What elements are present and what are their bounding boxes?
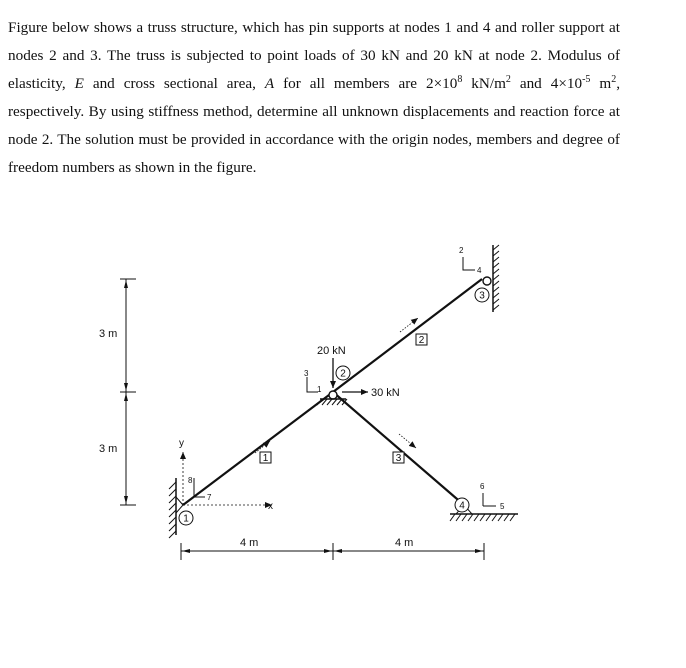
member-2 (333, 279, 482, 392)
svg-text:1: 1 (262, 453, 269, 464)
dof-7-label: 7 (207, 493, 212, 502)
dof-1-label: 1 (317, 385, 322, 394)
node-4-dof (480, 482, 505, 511)
node-4-marker (455, 498, 469, 512)
x-axis-label: x (268, 501, 273, 512)
member-3-direction-arrow (399, 434, 416, 448)
node-1-pin-support (169, 478, 183, 538)
svg-text:2: 2 (418, 335, 425, 346)
member-1-label (260, 452, 271, 464)
exponent-area: -5 (582, 73, 591, 85)
member-1 (183, 392, 333, 505)
dof-4-label: 4 (477, 266, 482, 275)
dof-8-label: 8 (188, 476, 193, 485)
svg-text:1: 1 (183, 513, 189, 525)
svg-text:4: 4 (459, 500, 465, 512)
dof-6-label: 6 (480, 482, 485, 491)
member-2-label (416, 334, 427, 346)
svg-text:3: 3 (395, 453, 402, 464)
node-3-marker (475, 288, 489, 302)
horizontal-dimension (181, 543, 484, 560)
dof-2-label: 2 (459, 246, 464, 255)
statement-part-4: kN/m (462, 75, 506, 92)
width-left-label: 4 m (240, 537, 259, 549)
statement-part-7: , respectively. By using stiffness method, determine all unknown displacements and reaction force at node 2. The solution must be provided in accordance with the origin nodes, members and degree of freedom numbers as shown in the figure. (8, 75, 620, 176)
statement-part-5: and 4×10 (510, 75, 583, 92)
member-3 (333, 392, 464, 505)
node-3-dof (459, 246, 482, 275)
load-20kn-label: 20 kN (317, 345, 346, 357)
y-axis-label: y (179, 438, 184, 449)
node-2-marker (336, 366, 350, 380)
height-bottom-label: 3 m (99, 443, 118, 455)
area-symbol: A (264, 75, 275, 92)
statement-part-6: m (590, 75, 612, 92)
load-30kn-label: 30 kN (371, 387, 400, 399)
statement-part-2: and cross sectional area, (83, 75, 265, 92)
dof-3-label: 3 (304, 369, 309, 378)
node-2-dof (304, 369, 322, 394)
statement-part-3: for all members are 2×10 (274, 75, 458, 92)
exponent-unit-1: 2 (505, 73, 511, 85)
node-2-roller-support (317, 391, 347, 405)
member-3-label (393, 452, 404, 464)
member-1-direction-arrow (255, 441, 270, 453)
node-1-marker (179, 511, 193, 525)
exponent-modulus: 8 (457, 73, 463, 85)
height-top-label: 3 m (99, 328, 118, 340)
exponent-unit-2: 2 (611, 73, 617, 85)
width-right-label: 4 m (395, 537, 414, 549)
node-3-roller-support (483, 245, 499, 312)
dof-5-label: 5 (500, 502, 505, 511)
vertical-dimension (120, 279, 136, 505)
statement-part-1: Figure below shows a truss structure, which has pin supports at nodes 1 and 4 and roller support at nodes 2 and 3. The truss is subjected to point loads of 30 kN and 20 kN at node 2. Modulus of elasticity, (8, 19, 620, 92)
modulus-symbol: E (74, 75, 84, 92)
svg-text:3: 3 (479, 290, 485, 302)
svg-text:2: 2 (340, 368, 346, 380)
